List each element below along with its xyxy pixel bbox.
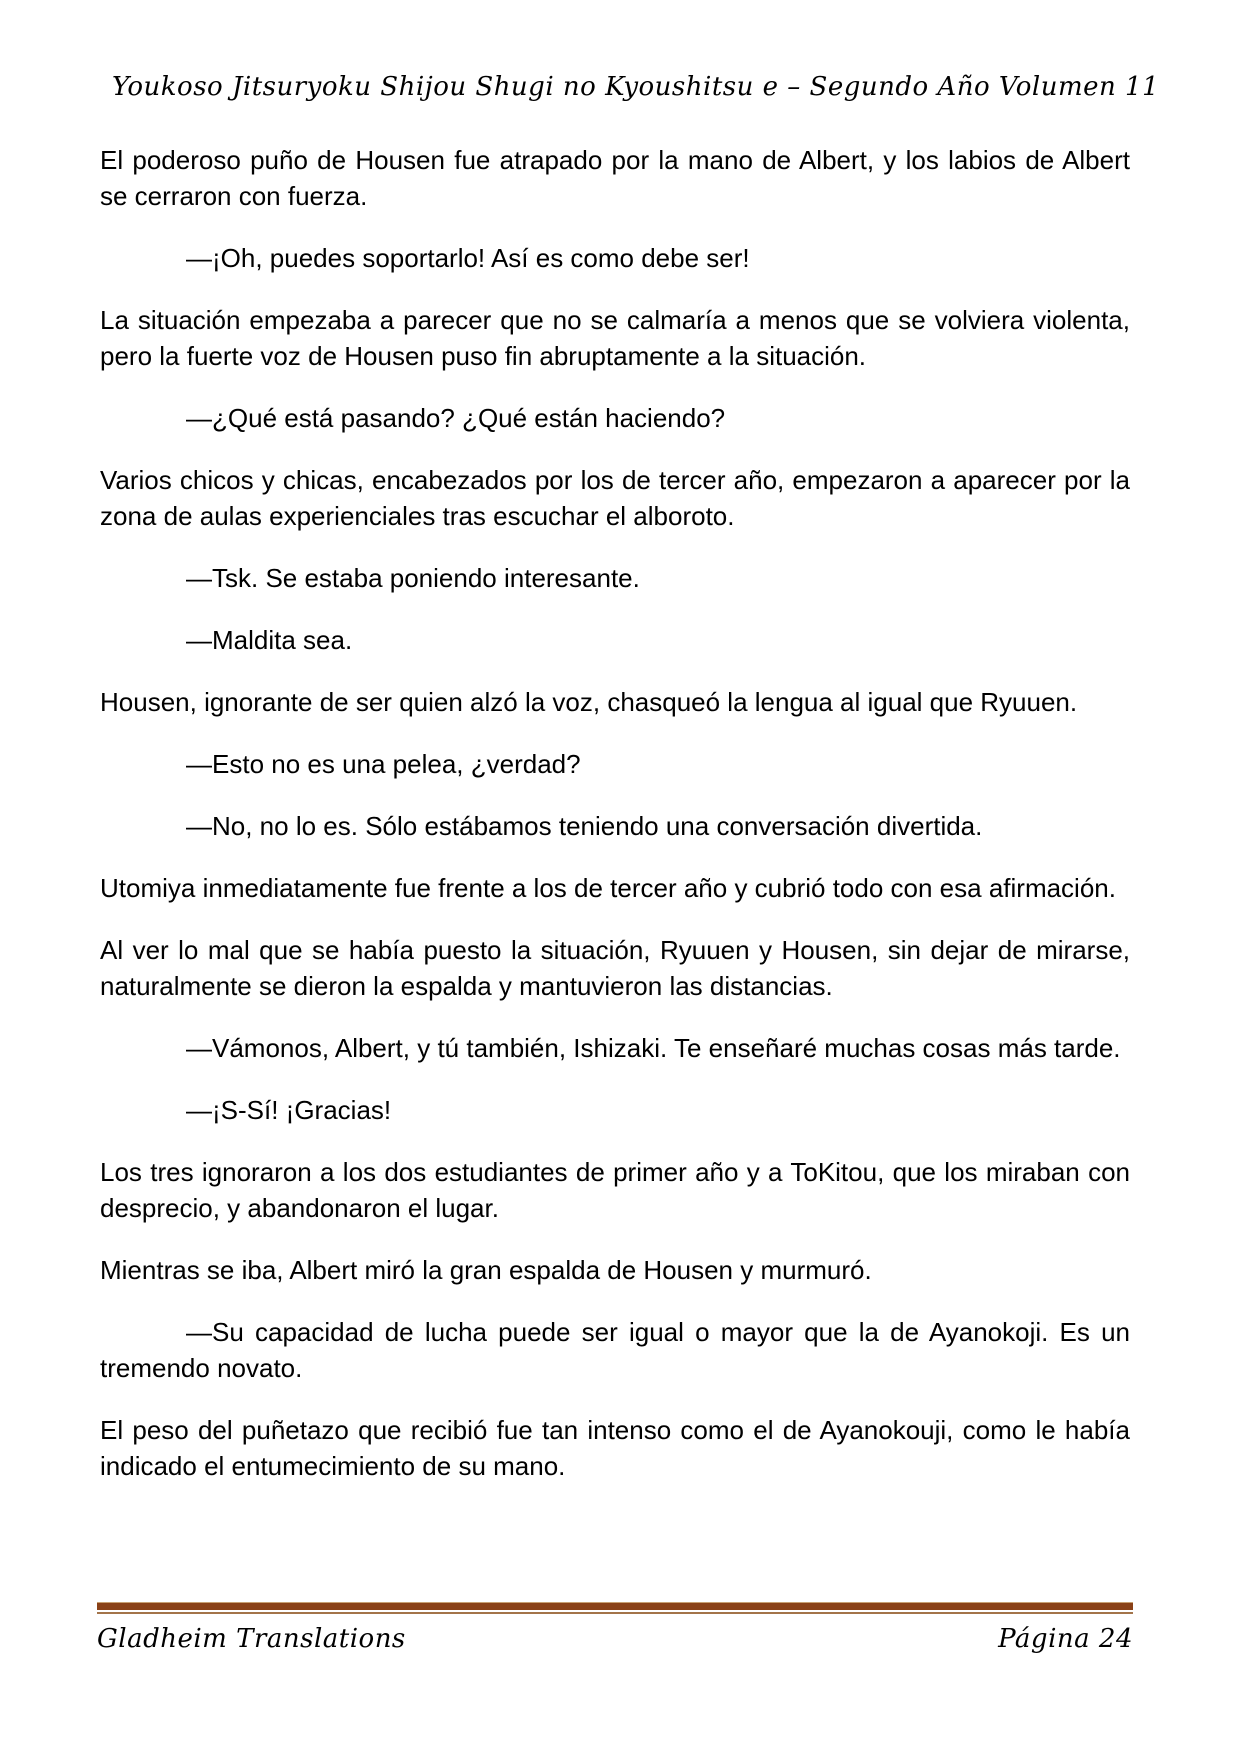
dialogue-paragraph: —Vámonos, Albert, y tú también, Ishizaki. Te enseñaré muchas cosas más tarde. [186,1033,1121,1063]
narration-paragraph: Utomiya inmediatamente fue frente a los de tercer año y cubrió todo con esa afirmación. [100,873,1116,903]
dialogue-paragraph: —¡S-Sí! ¡Gracias! [186,1095,392,1125]
page-footer [97,1602,1133,1654]
dialogue-paragraph: —Esto no es una pelea, ¿verdad? [186,749,581,779]
dialogue-paragraph: —¿Qué está pasando? ¿Qué están haciendo? [186,403,726,433]
footer-rule-thick [97,1603,1133,1610]
page-header-title: Youkoso Jitsuryoku Shijou Shugi no Kyoushitsu e – Segundo Año Volumen 11 [112,72,1160,102]
narration-paragraph: Al ver lo mal que se había puesto la situación, Ryuuen y Housen, sin dejar de mirarse, naturalmente se dieron la espalda y mantuvieron las distancias. [100,935,1130,1001]
dialogue-paragraph: —Maldita sea. [186,625,353,655]
footer-rule-thin [97,1612,1133,1614]
footer-page-number: Página 24 [998,1624,1133,1654]
page-body [100,142,1130,1510]
narration-paragraph: Varios chicos y chicas, encabezados por los de tercer año, empezaron a aparecer por la zona de aulas experienciales tras escuchar el alboroto. [100,465,1130,531]
narration-paragraph: Los tres ignoraron a los dos estudiantes de primer año y a ToKitou, que los miraban con desprecio, y abandonaron el lugar. [100,1157,1130,1223]
dialogue-paragraph: —Su capacidad de lucha puede ser igual o mayor que la de Ayanokoji. Es un tremendo novato. [100,1317,1130,1383]
dialogue-paragraph: —¡Oh, puedes soportarlo! Así es como debe ser! [186,243,750,273]
dialogue-paragraph: —No, no lo es. Sólo estábamos teniendo una conversación divertida. [186,811,983,841]
footer-text-row [97,1624,1133,1654]
narration-paragraph: Housen, ignorante de ser quien alzó la voz, chasqueó la lengua al igual que Ryuuen. [100,687,1078,717]
narration-paragraph: Mientras se iba, Albert miró la gran espalda de Housen y murmuró. [100,1255,872,1285]
footer-translator-credit: Gladheim Translations [97,1624,406,1654]
dialogue-paragraph: —Tsk. Se estaba poniendo interesante. [186,563,640,593]
narration-paragraph: El peso del puñetazo que recibió fue tan intenso como el de Ayanokouji, como le había indicado el entumecimiento de su mano. [100,1415,1130,1481]
narration-paragraph: El poderoso puño de Housen fue atrapado por la mano de Albert, y los labios de Albert se cerraron con fuerza. [100,145,1130,211]
narration-paragraph: La situación empezaba a parecer que no se calmaría a menos que se volviera violenta, pero la fuerte voz de Housen puso fin abruptamente a la situación. [100,305,1130,371]
